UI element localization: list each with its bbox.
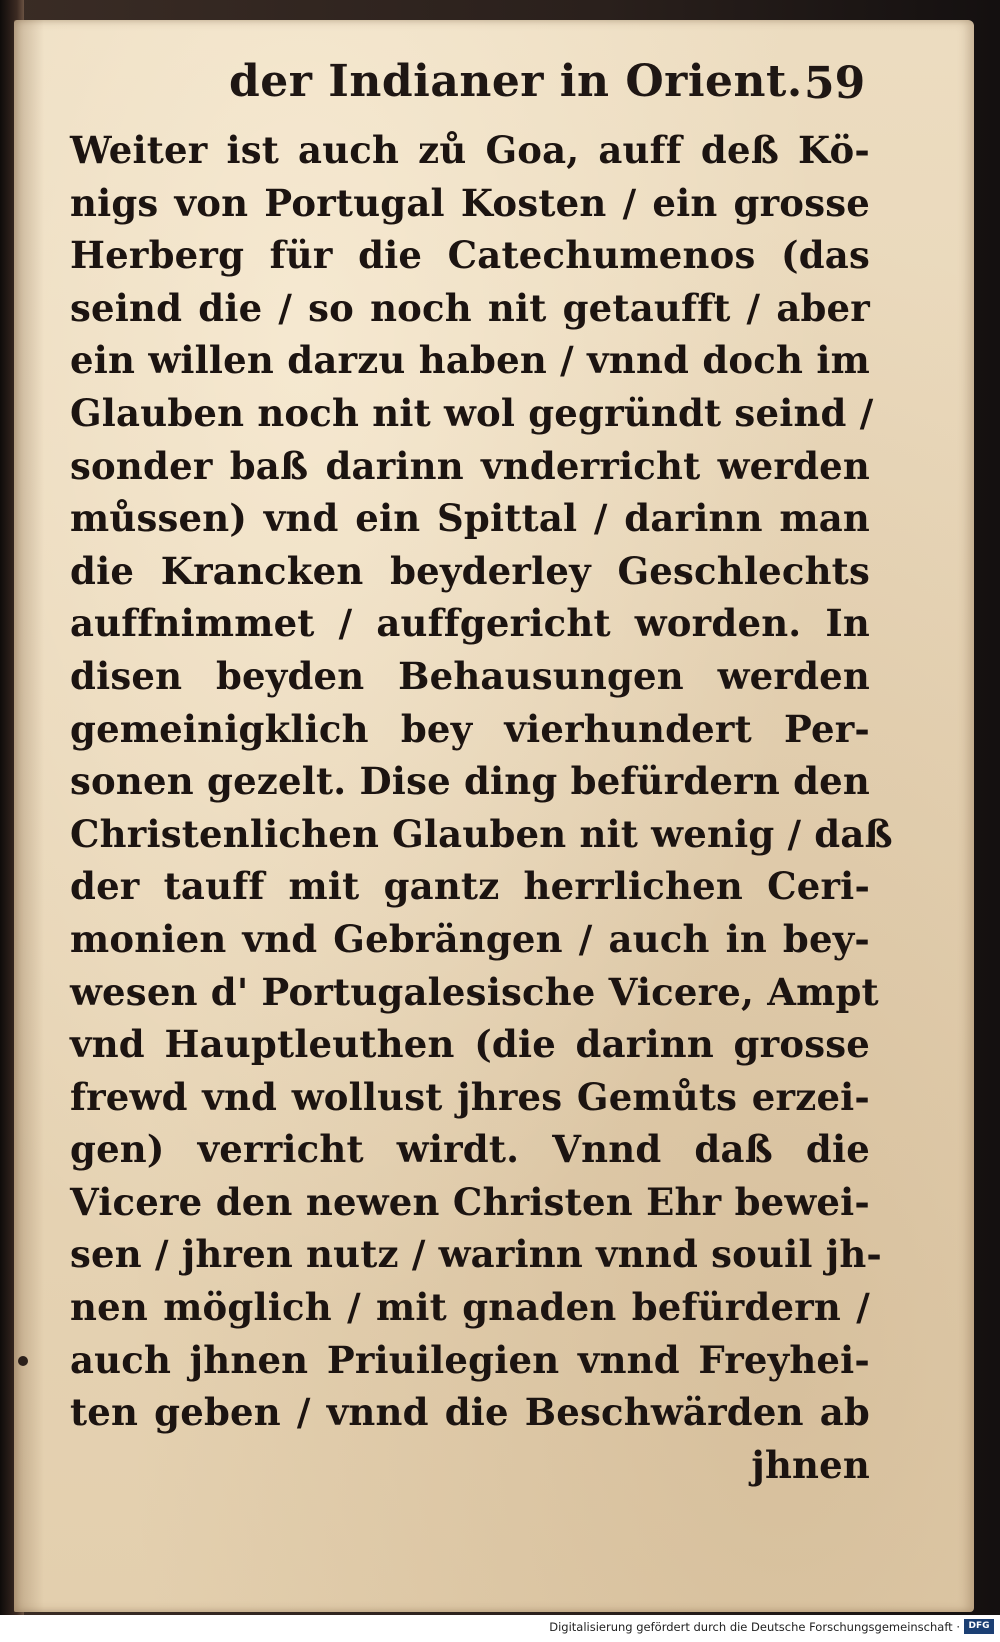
digitization-footer: [0, 1615, 1000, 1642]
text-line: sen / jhren nutz / warinn vnnd souil jh-: [70, 1232, 882, 1277]
text-line: seind die / so noch nit getaufft / aber: [70, 285, 870, 330]
running-head: der Indianer in Orient.: [229, 56, 803, 107]
text-line: frewd vnd wollust jhres Gemůts erzei-: [70, 1074, 870, 1119]
text-line: Weiter ist auch zů Goa, auff deß Kö-: [70, 128, 870, 172]
text-line: monien vnd Gebrängen / auch in bey-: [70, 916, 870, 961]
page-header: [14, 56, 974, 116]
text-line: Glauben noch nit wol gegründt seind /: [70, 390, 874, 435]
text-line: sonen gezelt. Dise ding befürdern den: [70, 759, 870, 804]
funding-credit: Digitalisierung gefördert durch die Deutsche Forschungsgemeinschaft ·: [549, 1620, 960, 1634]
page-number: 59: [804, 58, 866, 109]
text-line: ten geben / vnnd die Beschwärden ab: [70, 1390, 870, 1435]
ink-dot-mark: [18, 1356, 28, 1366]
text-line: sonder baß darinn vnderricht werden: [70, 443, 870, 488]
body-text: [70, 124, 893, 1491]
dfg-logo: DFG: [964, 1619, 994, 1634]
text-line: Vicere den newen Christen Ehr bewei-: [70, 1179, 870, 1224]
book-page: [14, 20, 974, 1612]
text-line: auch jhnen Priuilegien vnnd Freyhei-: [70, 1337, 870, 1382]
text-line: der tauff mit gantz herrlichen Ceri-: [70, 864, 870, 909]
text-line: gemeinigklich bey vierhundert Per-: [70, 706, 870, 751]
catchword: jhnen: [751, 1442, 870, 1487]
text-line: nigs von Portugal Kosten / ein grosse: [70, 180, 870, 225]
text-line: gen) verricht wirdt. Vnnd daß die: [70, 1127, 870, 1172]
text-line: disen beyden Behausungen werden: [70, 653, 870, 698]
text-line: Christenlichen Glauben nit wenig / daß: [70, 811, 893, 856]
text-line: Herberg für die Catechumenos (das: [70, 233, 870, 278]
text-line: wesen d' Portugalesische Vicere, Ampt: [70, 969, 879, 1014]
text-line: ein willen darzu haben / vnnd doch im: [70, 338, 870, 383]
page-gutter-shadow: [14, 20, 44, 1612]
text-line: můssen) vnd ein Spittal / darinn man: [70, 496, 870, 541]
text-line: nen möglich / mit gnaden befürdern /: [70, 1285, 870, 1330]
text-line: vnd Hauptleuthen (die darinn grosse: [70, 1022, 870, 1067]
text-line: die Krancken beyderley Geschlechts: [70, 548, 870, 593]
text-line: auffnimmet / auffgericht worden. In: [70, 601, 870, 646]
